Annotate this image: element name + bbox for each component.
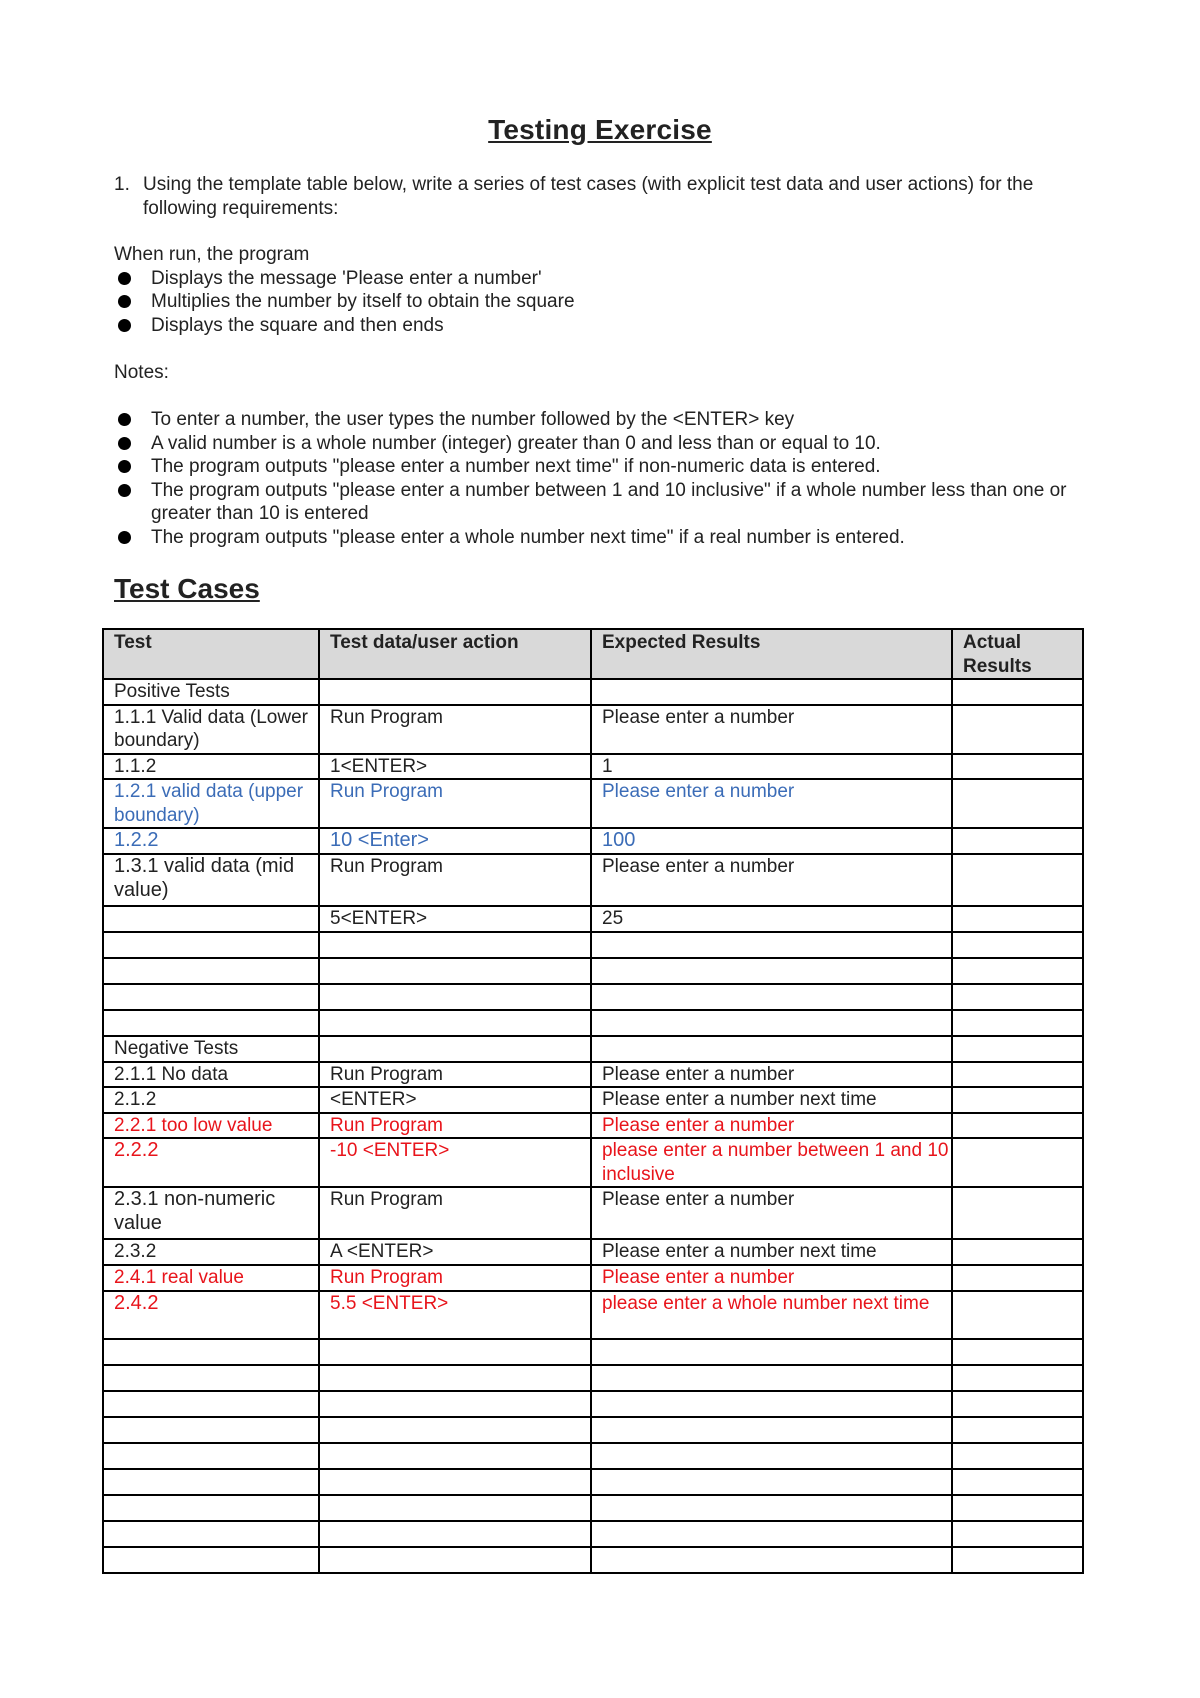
cell-action: A <ENTER> — [319, 1239, 591, 1265]
table-row — [103, 1187, 1083, 1239]
question-number: 1. — [114, 174, 130, 195]
section-row-positive — [103, 679, 1083, 705]
list-item: The program outputs "please enter a number between 1 and 10 inclusive" if a whole number less than one or greater than 10 is entered — [114, 479, 1074, 526]
table-row — [103, 754, 1083, 780]
cell-expected: 1 — [591, 754, 952, 780]
empty-row — [103, 1547, 1083, 1573]
cell-action: 5<ENTER> — [319, 906, 591, 932]
cell-actual[interactable] — [952, 1239, 1083, 1265]
table-row — [103, 1239, 1083, 1265]
cell-actual[interactable] — [952, 906, 1083, 932]
cell-actual[interactable] — [952, 1113, 1083, 1139]
cell-actual[interactable] — [952, 754, 1083, 780]
table-row — [103, 779, 1083, 828]
cell-expected: Please enter a number next time — [591, 1239, 952, 1265]
cell-actual[interactable] — [952, 779, 1083, 828]
cell-test: 2.1.2 — [103, 1087, 319, 1113]
bullet-icon — [118, 460, 131, 473]
notes-list — [114, 408, 1074, 549]
table-row — [103, 854, 1083, 906]
cell-actual[interactable] — [952, 1291, 1083, 1339]
requirements-block — [114, 243, 1074, 337]
cell-test — [103, 906, 319, 932]
cell-test: 1.2.2 — [103, 828, 319, 854]
cell-actual[interactable] — [952, 854, 1083, 906]
requirements-list — [114, 267, 1074, 338]
cell-action: Run Program — [319, 854, 591, 906]
empty-row — [103, 1339, 1083, 1365]
cell-actual[interactable] — [952, 1062, 1083, 1088]
bullet-icon — [118, 531, 131, 544]
bullet-icon — [118, 272, 131, 285]
column-header-action: Test data/user action — [319, 629, 591, 679]
list-item: To enter a number, the user types the number followed by the <ENTER> key — [114, 408, 1074, 432]
cell-test: 2.2.2 — [103, 1138, 319, 1187]
cell-action: -10 <ENTER> — [319, 1138, 591, 1187]
cell-expected: Please enter a number — [591, 1113, 952, 1139]
negative-tests-label: Negative Tests — [103, 1036, 319, 1062]
cell-expected: Please enter a number — [591, 1187, 952, 1239]
cell-action: Run Program — [319, 1187, 591, 1239]
cell-actual[interactable] — [952, 828, 1083, 854]
cell-expected: Please enter a number — [591, 705, 952, 754]
cell-expected: 100 — [591, 828, 952, 854]
cell-actual[interactable] — [952, 705, 1083, 754]
column-header-actual: Actual Results — [952, 629, 1083, 679]
cell-expected: Please enter a number next time — [591, 1087, 952, 1113]
empty-row — [103, 1365, 1083, 1391]
cell-expected: please enter a whole number next time — [591, 1291, 952, 1339]
empty-row — [103, 1417, 1083, 1443]
cell-action: 5.5 <ENTER> — [319, 1291, 591, 1339]
when-run-text: When run, the program — [114, 244, 310, 265]
cell-action: Run Program — [319, 705, 591, 754]
table-row — [103, 1113, 1083, 1139]
cell-action: <ENTER> — [319, 1087, 591, 1113]
cell-actual[interactable] — [952, 1087, 1083, 1113]
table-row — [103, 1138, 1083, 1187]
table-row — [103, 705, 1083, 754]
test-cases-table — [102, 628, 1084, 1574]
page-title: Testing Exercise — [488, 114, 712, 145]
list-item: Displays the message 'Please enter a number' — [114, 267, 1074, 291]
cell-expected: 25 — [591, 906, 952, 932]
cell-expected: Please enter a number — [591, 854, 952, 906]
cell-action: Run Program — [319, 1113, 591, 1139]
cell-action: 1<ENTER> — [319, 754, 591, 780]
cell-actual[interactable] — [952, 1265, 1083, 1291]
table-row — [103, 1265, 1083, 1291]
table-header-row — [103, 629, 1083, 679]
list-item: A valid number is a whole number (integer) greater than 0 and less than or equal to 10. — [114, 432, 1074, 456]
cell-test: 2.4.2 — [103, 1291, 319, 1339]
bullet-icon — [118, 319, 131, 332]
question-1 — [114, 173, 1074, 220]
cell-expected: Please enter a number — [591, 1062, 952, 1088]
table-row — [103, 1087, 1083, 1113]
cell-test: 2.1.1 No data — [103, 1062, 319, 1088]
cell-actual[interactable] — [952, 1138, 1083, 1187]
empty-row — [103, 1495, 1083, 1521]
list-item: The program outputs "please enter a number next time" if non-numeric data is entered. — [114, 455, 1074, 479]
empty-row — [103, 958, 1083, 984]
bullet-icon — [118, 437, 131, 450]
cell-test: 2.4.1 real value — [103, 1265, 319, 1291]
table-row — [103, 906, 1083, 932]
column-header-test: Test — [103, 629, 319, 679]
table-row — [103, 1291, 1083, 1339]
cell-test: 2.3.2 — [103, 1239, 319, 1265]
cell-expected: Please enter a number — [591, 779, 952, 828]
bullet-icon — [118, 484, 131, 497]
cell-test: 1.1.1 Valid data (Lower boundary) — [103, 705, 319, 754]
table-row — [103, 1062, 1083, 1088]
cell-expected: Please enter a number — [591, 1265, 952, 1291]
empty-row — [103, 1469, 1083, 1495]
cell-test: 1.3.1 valid data (mid value) — [103, 854, 319, 906]
empty-row — [103, 1391, 1083, 1417]
section-row-negative — [103, 1036, 1083, 1062]
cell-test: 1.2.1 valid data (upper boundary) — [103, 779, 319, 828]
list-item: Displays the square and then ends — [114, 314, 1074, 338]
cell-action: Run Program — [319, 1062, 591, 1088]
bullet-icon — [118, 295, 131, 308]
test-cases-heading: Test Cases — [114, 573, 260, 604]
bullet-icon — [118, 413, 131, 426]
empty-row — [103, 984, 1083, 1010]
cell-action: Run Program — [319, 1265, 591, 1291]
cell-expected: please enter a number between 1 and 10 inclusive — [591, 1138, 952, 1187]
cell-action: Run Program — [319, 779, 591, 828]
cell-test: 1.1.2 — [103, 754, 319, 780]
notes-label: Notes: — [114, 362, 169, 383]
empty-row — [103, 1521, 1083, 1547]
cell-test: 2.3.1 non-numeric value — [103, 1187, 319, 1239]
list-item: The program outputs "please enter a whole number next time" if a real number is entered. — [114, 526, 1074, 550]
cell-actual[interactable] — [952, 1187, 1083, 1239]
table-row — [103, 828, 1083, 854]
empty-row — [103, 1443, 1083, 1469]
cell-action: 10 <Enter> — [319, 828, 591, 854]
empty-row — [103, 932, 1083, 958]
question-text: Using the template table below, write a series of test cases (with explicit test data and user actions) for the following requirements: — [143, 174, 1034, 219]
list-item: Multiplies the number by itself to obtain the square — [114, 290, 1074, 314]
column-header-expected: Expected Results — [591, 629, 952, 679]
positive-tests-label: Positive Tests — [103, 679, 319, 705]
empty-row — [103, 1010, 1083, 1036]
cell-test: 2.2.1 too low value — [103, 1113, 319, 1139]
